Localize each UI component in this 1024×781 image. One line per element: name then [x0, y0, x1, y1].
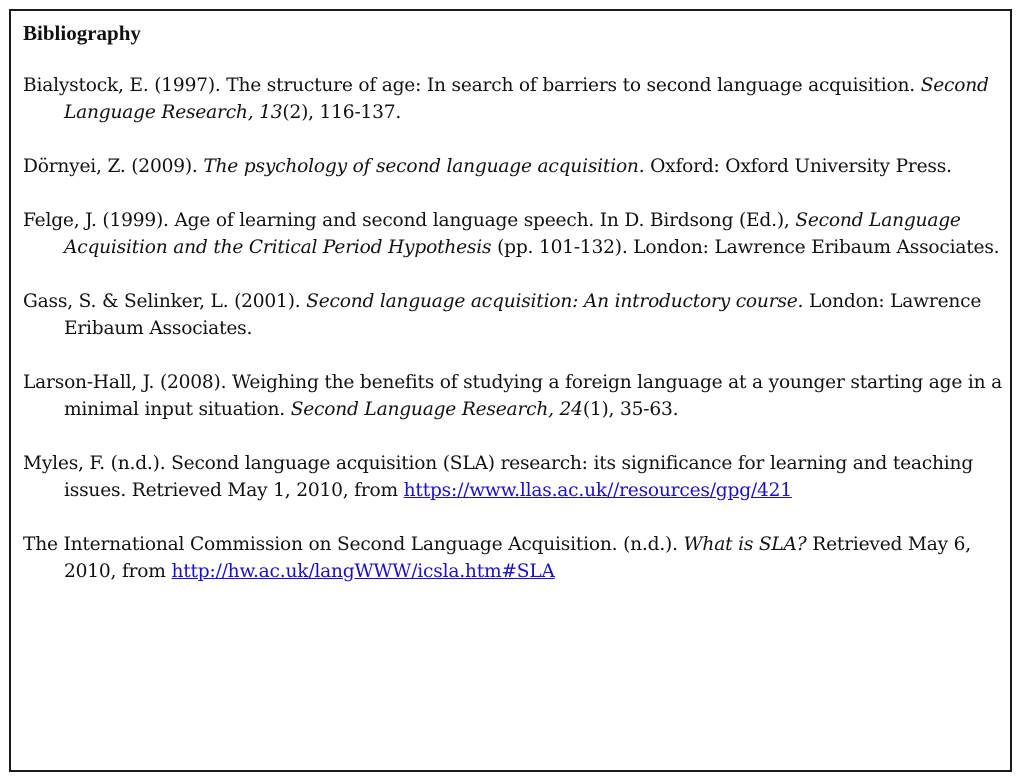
- bibliography-entry-larson-hall: [23, 369, 1002, 423]
- bibliography-entry-icsla: [23, 531, 1002, 585]
- bibliography-entry-gass-selinker: [23, 288, 1002, 342]
- bibliography-entry-myles: [23, 450, 1002, 504]
- entry-publisher: London: Lawrence Eribaum Associates.: [64, 291, 982, 339]
- entry-book: Second Language Acquisition and the Critical Period Hypothesis: [64, 210, 961, 258]
- entry-text: Larson-Hall, J. (2008). Weighing the benefits of studying a foreign language at a younger starting age in a minimal input situation.: [23, 372, 1003, 420]
- entry-text: Dörnyei, Z. (2009).: [23, 156, 204, 177]
- bibliography-content: [23, 19, 1002, 612]
- entry-journal: Second Language Research, 24: [290, 399, 583, 420]
- entry-title: The psychology of second language acquisition.: [203, 156, 645, 177]
- entry-text: Felge, J. (1999). Age of learning and second language speech. In D. Birdsong (Ed.),: [23, 210, 796, 231]
- entry-issue: (1), 35-63.: [582, 399, 679, 420]
- bibliography-entry-dornyei: [23, 153, 1002, 180]
- entry-text: Gass, S. & Selinker, L. (2001).: [23, 291, 307, 312]
- entry-title: Second language acquisition: An introductory course.: [306, 291, 804, 312]
- entry-issue: (2), 116-137.: [282, 102, 402, 123]
- entry-text: Bialystock, E. (1997). The structure of age: In search of barriers to second language acquisition.: [23, 75, 921, 96]
- entry-retrieved: Retrieved May 6, 2010, from: [64, 534, 971, 582]
- entry-publisher: (pp. 101-132). London: Lawrence Eribaum Associates.: [491, 237, 1000, 258]
- entry-publisher: Oxford: Oxford University Press.: [644, 156, 952, 177]
- llas-link[interactable]: https://www.llas.ac.uk//resources/gpg/421: [403, 480, 792, 501]
- entry-title: What is SLA?: [683, 534, 807, 555]
- entry-text: Myles, F. (n.d.). Second language acquisition (SLA) research: its significance for learning and teaching issues. Retrieved May 1, 2010, from: [23, 453, 974, 501]
- entry-text: The International Commission on Second Language Acquisition. (n.d.).: [23, 534, 684, 555]
- bibliography-entry-bialystock: [23, 72, 1002, 126]
- document-frame: [9, 9, 1012, 772]
- entry-journal: Second Language Research, 13: [64, 75, 989, 123]
- bibliography-heading: Bibliography: [23, 21, 141, 45]
- icsla-link[interactable]: http://hw.ac.uk/langWWW/icsla.htm#SLA: [171, 561, 555, 582]
- bibliography-entry-felge: [23, 207, 1002, 261]
